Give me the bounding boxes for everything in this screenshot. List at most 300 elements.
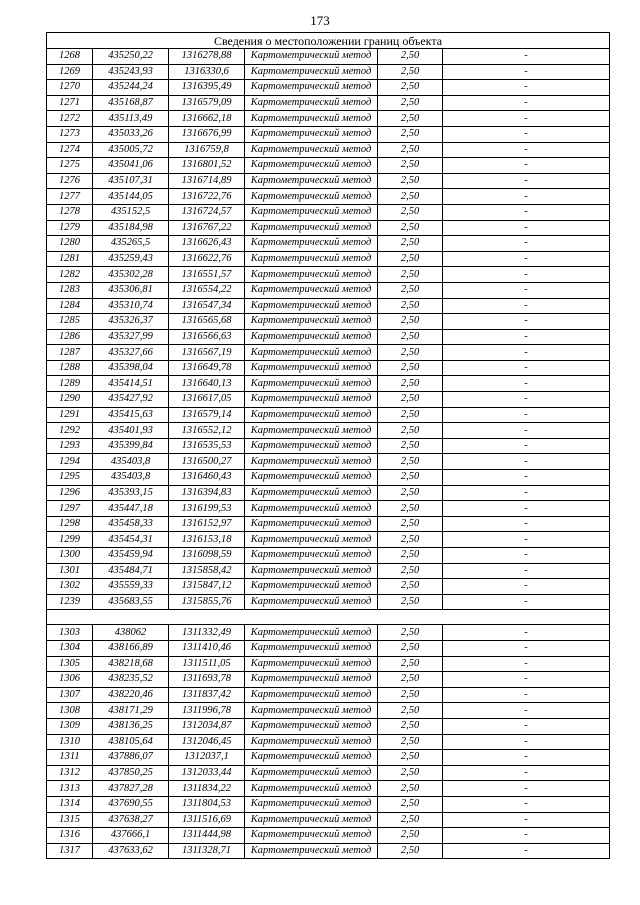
table-row: [47, 345, 610, 361]
x-coordinate-cell: 435259,43: [93, 251, 169, 267]
table-row: [47, 750, 610, 766]
description-cell: -: [443, 423, 610, 439]
y-coordinate-cell: 1316460,43: [169, 470, 245, 486]
table-row: [47, 843, 610, 859]
table-row: [47, 282, 610, 298]
precision-cell: 2,50: [378, 828, 443, 844]
y-coordinate-cell: 1315858,42: [169, 563, 245, 579]
y-coordinate-cell: 1316330,6: [169, 64, 245, 80]
method-cell: Картометрический метод: [245, 750, 378, 766]
y-coordinate-cell: 1316649,78: [169, 360, 245, 376]
x-coordinate-cell: 437633,62: [93, 843, 169, 859]
method-cell: Картометрический метод: [245, 516, 378, 532]
method-cell: Картометрический метод: [245, 718, 378, 734]
table-row: [47, 470, 610, 486]
precision-cell: 2,50: [378, 282, 443, 298]
y-coordinate-cell: 1316759,8: [169, 142, 245, 158]
y-coordinate-cell: 1316640,13: [169, 376, 245, 392]
method-cell: Картометрический метод: [245, 282, 378, 298]
y-coordinate-cell: 1311410,46: [169, 640, 245, 656]
precision-cell: 2,50: [378, 438, 443, 454]
description-cell: -: [443, 298, 610, 314]
x-coordinate-cell: 435005,72: [93, 142, 169, 158]
table-row: [47, 80, 610, 96]
description-cell: -: [443, 345, 610, 361]
description-cell: -: [443, 267, 610, 283]
x-coordinate-cell: 438171,29: [93, 703, 169, 719]
precision-cell: 2,50: [378, 563, 443, 579]
precision-cell: 2,50: [378, 579, 443, 595]
y-coordinate-cell: 1315855,76: [169, 594, 245, 610]
point-number-cell: 1310: [47, 734, 93, 750]
separator-cell: [47, 610, 610, 625]
precision-cell: 2,50: [378, 501, 443, 517]
precision-cell: 2,50: [378, 64, 443, 80]
method-cell: Картометрический метод: [245, 656, 378, 672]
precision-cell: 2,50: [378, 392, 443, 408]
x-coordinate-cell: 435302,28: [93, 267, 169, 283]
description-cell: -: [443, 236, 610, 252]
x-coordinate-cell: 435403,8: [93, 454, 169, 470]
precision-cell: 2,50: [378, 812, 443, 828]
y-coordinate-cell: 1316767,22: [169, 220, 245, 236]
method-cell: Картометрический метод: [245, 392, 378, 408]
method-cell: Картометрический метод: [245, 438, 378, 454]
description-cell: -: [443, 796, 610, 812]
y-coordinate-cell: 1316153,18: [169, 532, 245, 548]
y-coordinate-cell: 1316722,76: [169, 189, 245, 205]
method-cell: Картометрический метод: [245, 532, 378, 548]
precision-cell: 2,50: [378, 703, 443, 719]
boundary-coordinates-table: [46, 32, 610, 859]
point-number-cell: 1296: [47, 485, 93, 501]
point-number-cell: 1270: [47, 80, 93, 96]
precision-cell: 2,50: [378, 173, 443, 189]
table-row: [47, 579, 610, 595]
point-number-cell: 1300: [47, 548, 93, 564]
x-coordinate-cell: 438235,52: [93, 672, 169, 688]
method-cell: Картометрический метод: [245, 345, 378, 361]
precision-cell: 2,50: [378, 314, 443, 330]
precision-cell: 2,50: [378, 734, 443, 750]
x-coordinate-cell: 438220,46: [93, 687, 169, 703]
y-coordinate-cell: 1316579,09: [169, 95, 245, 111]
method-cell: Картометрический метод: [245, 298, 378, 314]
y-coordinate-cell: 1316676,99: [169, 126, 245, 142]
point-number-cell: 1268: [47, 49, 93, 65]
x-coordinate-cell: 437666,1: [93, 828, 169, 844]
y-coordinate-cell: 1315847,12: [169, 579, 245, 595]
description-cell: -: [443, 703, 610, 719]
table-row: [47, 329, 610, 345]
precision-cell: 2,50: [378, 796, 443, 812]
precision-cell: 2,50: [378, 765, 443, 781]
table-row: [47, 64, 610, 80]
x-coordinate-cell: 435454,31: [93, 532, 169, 548]
description-cell: -: [443, 687, 610, 703]
x-coordinate-cell: 437850,25: [93, 765, 169, 781]
x-coordinate-cell: 435107,31: [93, 173, 169, 189]
method-cell: Картометрический метод: [245, 843, 378, 859]
point-number-cell: 1297: [47, 501, 93, 517]
description-cell: -: [443, 64, 610, 80]
description-cell: -: [443, 158, 610, 174]
point-number-cell: 1312: [47, 765, 93, 781]
table-row: [47, 220, 610, 236]
y-coordinate-cell: 1316622,76: [169, 251, 245, 267]
method-cell: Картометрический метод: [245, 687, 378, 703]
precision-cell: 2,50: [378, 95, 443, 111]
table-row: [47, 423, 610, 439]
x-coordinate-cell: 438218,68: [93, 656, 169, 672]
point-number-cell: 1308: [47, 703, 93, 719]
description-cell: -: [443, 828, 610, 844]
x-coordinate-cell: 435458,33: [93, 516, 169, 532]
point-number-cell: 1239: [47, 594, 93, 610]
point-number-cell: 1307: [47, 687, 93, 703]
point-number-cell: 1302: [47, 579, 93, 595]
table-row: [47, 501, 610, 517]
x-coordinate-cell: 437638,27: [93, 812, 169, 828]
table-row: [47, 796, 610, 812]
table-row: [47, 298, 610, 314]
method-cell: Картометрический метод: [245, 49, 378, 65]
description-cell: -: [443, 126, 610, 142]
description-cell: -: [443, 812, 610, 828]
precision-cell: 2,50: [378, 329, 443, 345]
table-row: [47, 360, 610, 376]
description-cell: -: [443, 204, 610, 220]
table-row: [47, 173, 610, 189]
y-coordinate-cell: 1316579,14: [169, 407, 245, 423]
method-cell: Картометрический метод: [245, 672, 378, 688]
point-number-cell: 1278: [47, 204, 93, 220]
y-coordinate-cell: 1316278,88: [169, 49, 245, 65]
precision-cell: 2,50: [378, 376, 443, 392]
y-coordinate-cell: 1316547,34: [169, 298, 245, 314]
y-coordinate-cell: 1316626,43: [169, 236, 245, 252]
point-number-cell: 1279: [47, 220, 93, 236]
x-coordinate-cell: 435306,81: [93, 282, 169, 298]
x-coordinate-cell: 435033,26: [93, 126, 169, 142]
x-coordinate-cell: 435427,92: [93, 392, 169, 408]
x-coordinate-cell: 435459,94: [93, 548, 169, 564]
y-coordinate-cell: 1316566,63: [169, 329, 245, 345]
point-number-cell: 1288: [47, 360, 93, 376]
point-number-cell: 1306: [47, 672, 93, 688]
method-cell: Картометрический метод: [245, 470, 378, 486]
y-coordinate-cell: 1312033,44: [169, 765, 245, 781]
description-cell: -: [443, 251, 610, 267]
point-number-cell: 1309: [47, 718, 93, 734]
y-coordinate-cell: 1316500,27: [169, 454, 245, 470]
method-cell: Картометрический метод: [245, 142, 378, 158]
precision-cell: 2,50: [378, 360, 443, 376]
description-cell: -: [443, 80, 610, 96]
x-coordinate-cell: 437690,55: [93, 796, 169, 812]
description-cell: -: [443, 781, 610, 797]
y-coordinate-cell: 1311511,05: [169, 656, 245, 672]
description-cell: -: [443, 734, 610, 750]
description-cell: -: [443, 532, 610, 548]
x-coordinate-cell: 435326,37: [93, 314, 169, 330]
table-row: [47, 189, 610, 205]
point-number-cell: 1316: [47, 828, 93, 844]
precision-cell: 2,50: [378, 407, 443, 423]
point-number-cell: 1290: [47, 392, 93, 408]
point-number-cell: 1294: [47, 454, 93, 470]
description-cell: -: [443, 718, 610, 734]
description-cell: -: [443, 548, 610, 564]
description-cell: -: [443, 640, 610, 656]
x-coordinate-cell: 437886,07: [93, 750, 169, 766]
x-coordinate-cell: 435403,8: [93, 470, 169, 486]
precision-cell: 2,50: [378, 843, 443, 859]
precision-cell: 2,50: [378, 189, 443, 205]
method-cell: Картометрический метод: [245, 236, 378, 252]
description-cell: -: [443, 189, 610, 205]
table-title: Сведения о местоположении границ объекта: [47, 33, 610, 49]
y-coordinate-cell: 1316395,49: [169, 80, 245, 96]
method-cell: Картометрический метод: [245, 314, 378, 330]
y-coordinate-cell: 1312034,87: [169, 718, 245, 734]
point-number-cell: 1298: [47, 516, 93, 532]
table-row: [47, 314, 610, 330]
method-cell: Картометрический метод: [245, 158, 378, 174]
x-coordinate-cell: 435184,98: [93, 220, 169, 236]
description-cell: -: [443, 111, 610, 127]
precision-cell: 2,50: [378, 111, 443, 127]
description-cell: -: [443, 625, 610, 641]
table-row: [47, 95, 610, 111]
point-number-cell: 1299: [47, 532, 93, 548]
x-coordinate-cell: 435393,15: [93, 485, 169, 501]
point-number-cell: 1283: [47, 282, 93, 298]
y-coordinate-cell: 1316662,18: [169, 111, 245, 127]
table-row: [47, 812, 610, 828]
table-row: [47, 548, 610, 564]
point-number-cell: 1273: [47, 126, 93, 142]
precision-cell: 2,50: [378, 548, 443, 564]
point-number-cell: 1313: [47, 781, 93, 797]
method-cell: Картометрический метод: [245, 267, 378, 283]
x-coordinate-cell: 435113,49: [93, 111, 169, 127]
table-row: [47, 111, 610, 127]
description-cell: -: [443, 173, 610, 189]
y-coordinate-cell: 1311837,42: [169, 687, 245, 703]
y-coordinate-cell: 1316567,19: [169, 345, 245, 361]
description-cell: -: [443, 329, 610, 345]
y-coordinate-cell: 1316098,59: [169, 548, 245, 564]
method-cell: Картометрический метод: [245, 485, 378, 501]
description-cell: -: [443, 392, 610, 408]
table-row: [47, 267, 610, 283]
point-number-cell: 1281: [47, 251, 93, 267]
method-cell: Картометрический метод: [245, 80, 378, 96]
y-coordinate-cell: 1311516,69: [169, 812, 245, 828]
point-number-cell: 1317: [47, 843, 93, 859]
point-number-cell: 1277: [47, 189, 93, 205]
precision-cell: 2,50: [378, 594, 443, 610]
table-row: [47, 236, 610, 252]
precision-cell: 2,50: [378, 142, 443, 158]
method-cell: Картометрический метод: [245, 126, 378, 142]
description-cell: -: [443, 656, 610, 672]
description-cell: -: [443, 470, 610, 486]
x-coordinate-cell: 435414,51: [93, 376, 169, 392]
point-number-cell: 1285: [47, 314, 93, 330]
precision-cell: 2,50: [378, 126, 443, 142]
method-cell: Картометрический метод: [245, 594, 378, 610]
precision-cell: 2,50: [378, 220, 443, 236]
point-number-cell: 1314: [47, 796, 93, 812]
table-row: [47, 516, 610, 532]
point-number-cell: 1315: [47, 812, 93, 828]
x-coordinate-cell: 438166,89: [93, 640, 169, 656]
table-row: [47, 376, 610, 392]
point-number-cell: 1291: [47, 407, 93, 423]
y-coordinate-cell: 1311996,78: [169, 703, 245, 719]
x-coordinate-cell: 435327,66: [93, 345, 169, 361]
method-cell: Картометрический метод: [245, 734, 378, 750]
y-coordinate-cell: 1316801,52: [169, 158, 245, 174]
precision-cell: 2,50: [378, 158, 443, 174]
y-coordinate-cell: 1311328,71: [169, 843, 245, 859]
x-coordinate-cell: 435398,04: [93, 360, 169, 376]
table-row: [47, 656, 610, 672]
y-coordinate-cell: 1316714,89: [169, 173, 245, 189]
method-cell: Картометрический метод: [245, 625, 378, 641]
description-cell: -: [443, 95, 610, 111]
table-row: [47, 454, 610, 470]
method-cell: Картометрический метод: [245, 579, 378, 595]
table-row: [47, 392, 610, 408]
precision-cell: 2,50: [378, 516, 443, 532]
method-cell: Картометрический метод: [245, 548, 378, 564]
y-coordinate-cell: 1312046,45: [169, 734, 245, 750]
y-coordinate-cell: 1311804,53: [169, 796, 245, 812]
table-row: [47, 640, 610, 656]
description-cell: -: [443, 672, 610, 688]
table-row: [47, 485, 610, 501]
table-row: [47, 828, 610, 844]
y-coordinate-cell: 1311834,22: [169, 781, 245, 797]
description-cell: -: [443, 314, 610, 330]
method-cell: Картометрический метод: [245, 812, 378, 828]
table-row: [47, 438, 610, 454]
method-cell: Картометрический метод: [245, 765, 378, 781]
method-cell: Картометрический метод: [245, 407, 378, 423]
method-cell: Картометрический метод: [245, 64, 378, 80]
precision-cell: 2,50: [378, 750, 443, 766]
precision-cell: 2,50: [378, 267, 443, 283]
method-cell: Картометрический метод: [245, 376, 378, 392]
y-coordinate-cell: 1316552,12: [169, 423, 245, 439]
point-number-cell: 1293: [47, 438, 93, 454]
y-coordinate-cell: 1316394,83: [169, 485, 245, 501]
method-cell: Картометрический метод: [245, 423, 378, 439]
table-title-row: [47, 33, 610, 49]
x-coordinate-cell: 435683,55: [93, 594, 169, 610]
x-coordinate-cell: 435401,93: [93, 423, 169, 439]
table-row: [47, 532, 610, 548]
point-number-cell: 1282: [47, 267, 93, 283]
point-number-cell: 1305: [47, 656, 93, 672]
table-row: [47, 49, 610, 65]
precision-cell: 2,50: [378, 718, 443, 734]
precision-cell: 2,50: [378, 656, 443, 672]
description-cell: -: [443, 579, 610, 595]
y-coordinate-cell: 1311444,98: [169, 828, 245, 844]
x-coordinate-cell: 435244,24: [93, 80, 169, 96]
method-cell: Картометрический метод: [245, 329, 378, 345]
precision-cell: 2,50: [378, 672, 443, 688]
point-number-cell: 1276: [47, 173, 93, 189]
description-cell: -: [443, 501, 610, 517]
point-number-cell: 1287: [47, 345, 93, 361]
precision-cell: 2,50: [378, 640, 443, 656]
point-number-cell: 1271: [47, 95, 93, 111]
precision-cell: 2,50: [378, 532, 443, 548]
method-cell: Картометрический метод: [245, 360, 378, 376]
x-coordinate-cell: 435415,63: [93, 407, 169, 423]
x-coordinate-cell: 435144,05: [93, 189, 169, 205]
x-coordinate-cell: 435310,74: [93, 298, 169, 314]
method-cell: Картометрический метод: [245, 173, 378, 189]
description-cell: -: [443, 438, 610, 454]
table-row: [47, 781, 610, 797]
method-cell: Картометрический метод: [245, 220, 378, 236]
x-coordinate-cell: 437827,28: [93, 781, 169, 797]
y-coordinate-cell: 1311332,49: [169, 625, 245, 641]
description-cell: -: [443, 454, 610, 470]
point-number-cell: 1284: [47, 298, 93, 314]
table-row: [47, 594, 610, 610]
method-cell: Картометрический метод: [245, 828, 378, 844]
table-row: [47, 672, 610, 688]
y-coordinate-cell: 1316724,57: [169, 204, 245, 220]
y-coordinate-cell: 1316152,97: [169, 516, 245, 532]
point-number-cell: 1304: [47, 640, 93, 656]
method-cell: Картометрический метод: [245, 111, 378, 127]
point-number-cell: 1272: [47, 111, 93, 127]
x-coordinate-cell: 435559,33: [93, 579, 169, 595]
y-coordinate-cell: 1312037,1: [169, 750, 245, 766]
description-cell: -: [443, 765, 610, 781]
x-coordinate-cell: 435447,18: [93, 501, 169, 517]
method-cell: Картометрический метод: [245, 563, 378, 579]
precision-cell: 2,50: [378, 423, 443, 439]
point-number-cell: 1301: [47, 563, 93, 579]
table-row: [47, 625, 610, 641]
y-coordinate-cell: 1316199,53: [169, 501, 245, 517]
description-cell: -: [443, 142, 610, 158]
x-coordinate-cell: 435265,5: [93, 236, 169, 252]
precision-cell: 2,50: [378, 236, 443, 252]
description-cell: -: [443, 750, 610, 766]
precision-cell: 2,50: [378, 625, 443, 641]
precision-cell: 2,50: [378, 345, 443, 361]
method-cell: Картометрический метод: [245, 781, 378, 797]
table-row: [47, 718, 610, 734]
description-cell: -: [443, 407, 610, 423]
point-number-cell: 1289: [47, 376, 93, 392]
precision-cell: 2,50: [378, 687, 443, 703]
x-coordinate-cell: 435399,84: [93, 438, 169, 454]
point-number-cell: 1275: [47, 158, 93, 174]
y-coordinate-cell: 1316617,05: [169, 392, 245, 408]
precision-cell: 2,50: [378, 204, 443, 220]
